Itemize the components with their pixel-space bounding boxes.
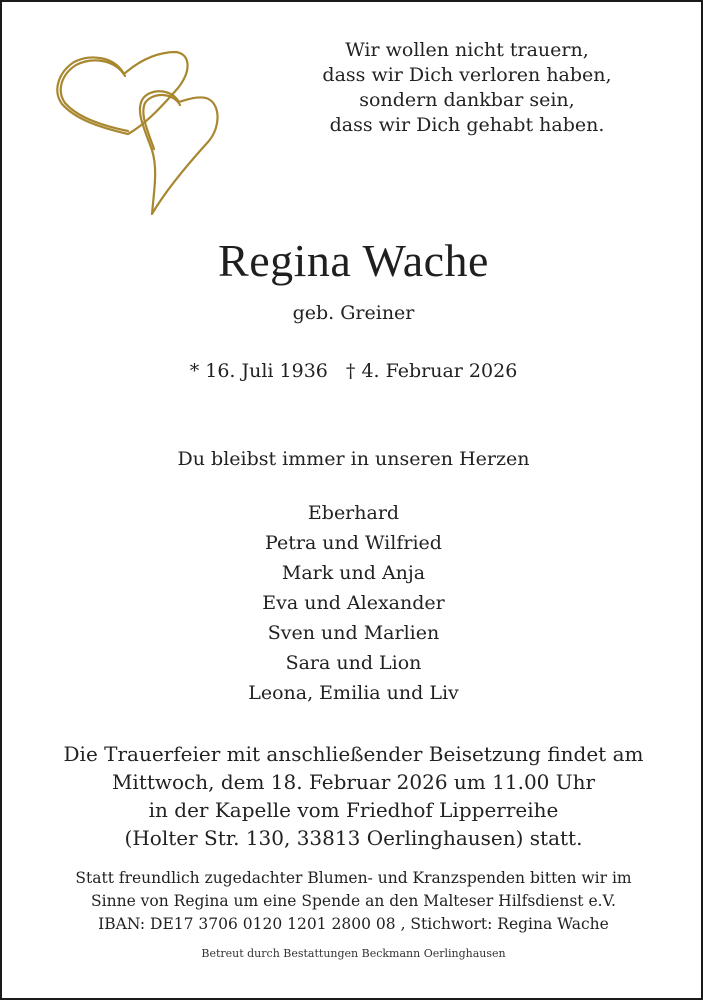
- mourner: Petra und Wilfried: [265, 532, 442, 554]
- funeral-info: [2, 740, 703, 852]
- poem-line: Wir wollen nicht trauern,: [345, 39, 589, 61]
- donation-info: [2, 867, 703, 936]
- poem: [267, 38, 667, 138]
- funeral-line: in der Kapelle vom Friedhof Lipperreihe: [148, 798, 559, 822]
- birth-date: * 16. Juli 1936: [189, 360, 328, 382]
- mourner: Mark und Anja: [281, 562, 426, 584]
- death-date: † 4. Februar 2026: [345, 360, 518, 382]
- funeral-line: Mittwoch, dem 18. Februar 2026 um 11.00 Uhr: [111, 770, 596, 794]
- born-name: geb. Greiner: [292, 302, 415, 324]
- poem-line: sondern dankbar sein,: [359, 89, 575, 111]
- donation-line: Statt freundlich zugedachter Blumen- und Kranzspenden bitten wir im: [75, 869, 632, 887]
- poem-line: dass wir Dich gehabt haben.: [329, 114, 605, 136]
- life-dates: [2, 360, 703, 382]
- motto: Du bleibst immer in unseren Herzen: [177, 448, 530, 470]
- mourner: Sara und Lion: [285, 652, 422, 674]
- mourner: Eberhard: [307, 502, 400, 524]
- two-hearts-icon: [54, 42, 229, 224]
- funeral-line: (Holter Str. 130, 33813 Oerlinghausen) statt.: [124, 826, 583, 850]
- poem-line: dass wir Dich verloren haben,: [322, 64, 612, 86]
- funeral-line: Die Trauerfeier mit anschließender Beisetzung findet am: [63, 742, 644, 766]
- mourner: Eva und Alexander: [262, 592, 445, 614]
- funeral-home-credit: Betreut durch Bestattungen Beckmann Oerlinghausen: [201, 947, 506, 960]
- mourner: Sven und Marlien: [267, 622, 440, 644]
- mourners-list: [2, 498, 703, 708]
- donation-line: IBAN: DE17 3706 0120 1201 2800 08 , Stichwort: Regina Wache: [98, 915, 609, 933]
- donation-line: Sinne von Regina um eine Spende an den Malteser Hilfsdienst e.V.: [91, 892, 616, 910]
- mourner: Leona, Emilia und Liv: [248, 682, 459, 704]
- deceased-name: Regina Wache: [218, 235, 489, 286]
